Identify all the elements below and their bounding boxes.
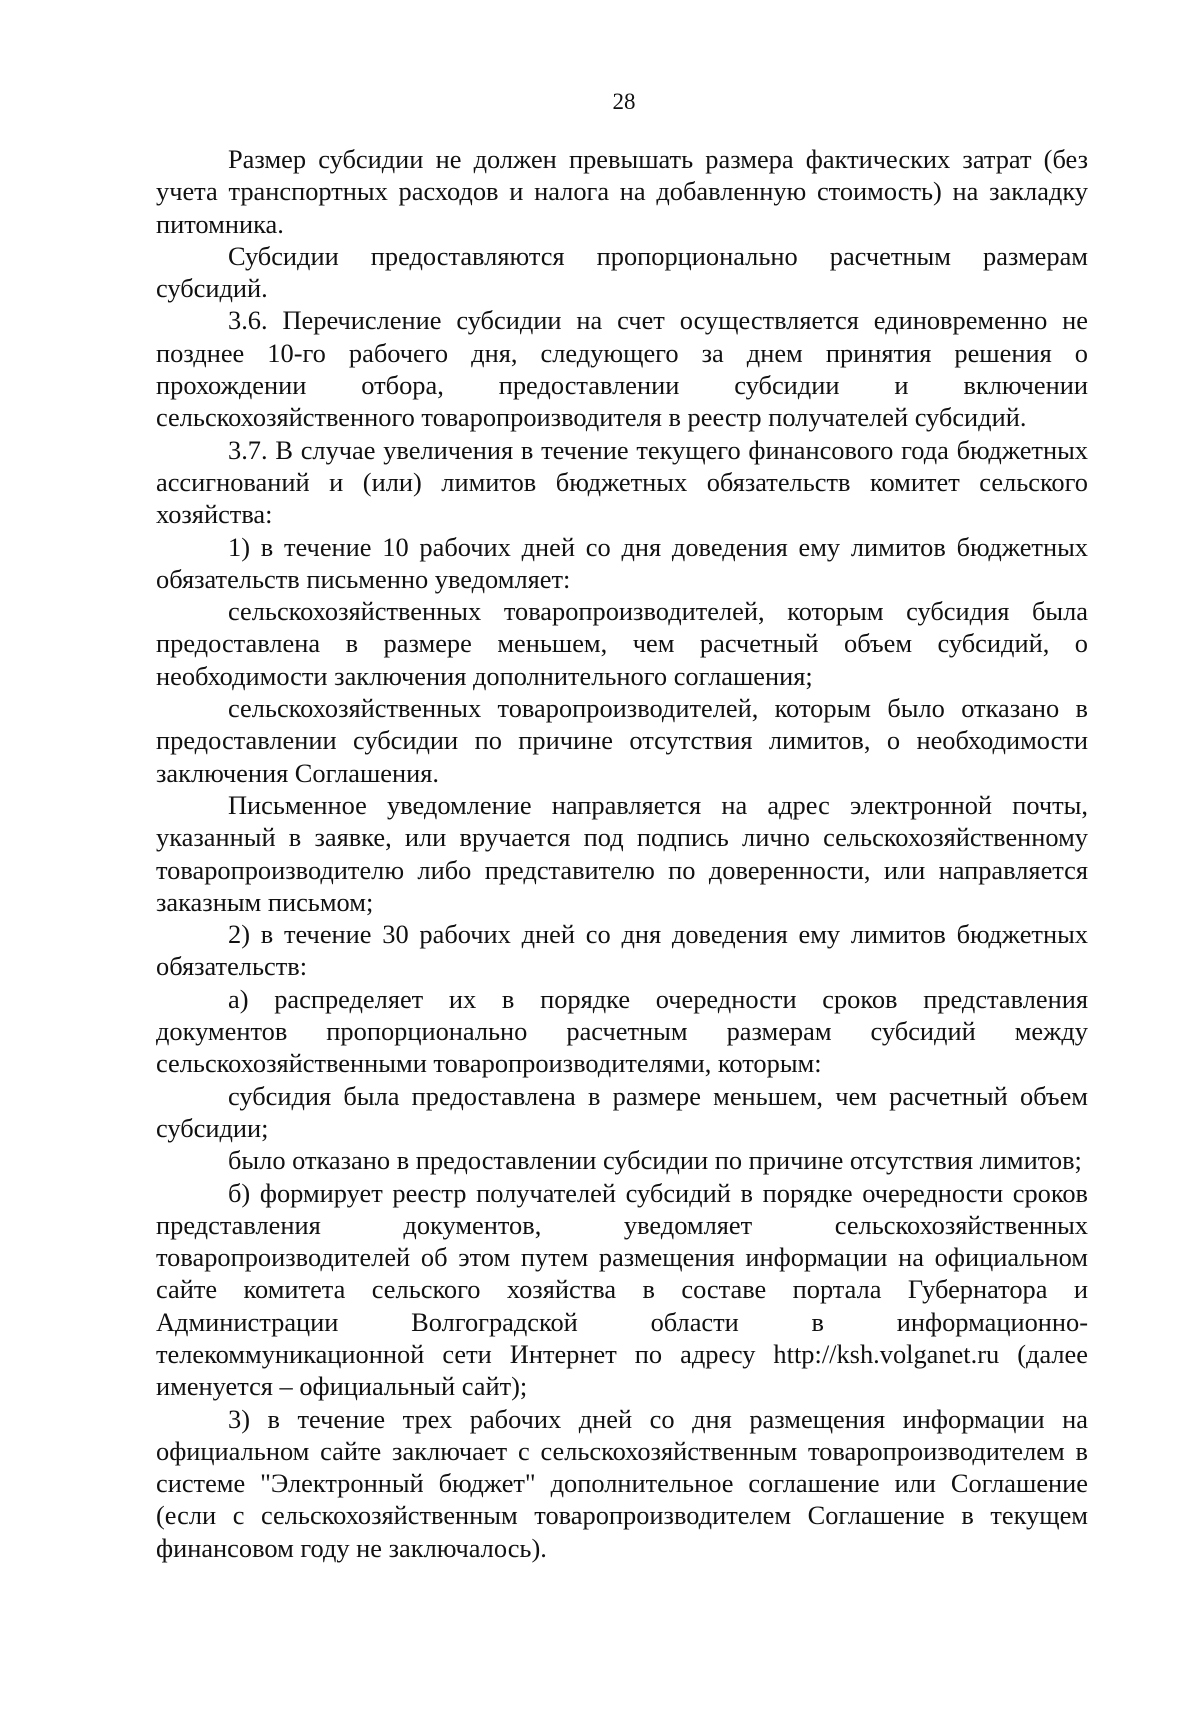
paragraph-clause-3-7: 3.7. В случае увеличения в течение текущего финансового года бюджетных ассигнований и (или) лимитов бюджетных обязательств комитет сельского хозяйства:	[156, 434, 1088, 530]
paragraph-item-1-recipients-refused: сельскохозяйственных товаропроизводителей, которым было отказано в предоставлении субсидии по причине отсутствия лимитов, о необходимости заключения Соглашения.	[156, 693, 1088, 788]
page-number: 28	[612, 89, 636, 114]
paragraph-item-2a-partial: субсидия была предоставлена в размере меньшем, чем расчетный объем субсидии;	[156, 1080, 1088, 1143]
paragraph-subsidy-limit: Размер субсидии не должен превышать размера фактических затрат (без учета транспортных расходов и налога на добавленную стоимость) на закладку питомника.	[156, 144, 1088, 239]
paragraph-subsidy-proportional: Субсидии предоставляются пропорционально расчетным размерам субсидий.	[156, 240, 1088, 304]
paragraph-item-2a: а) распределяет их в порядке очередности сроков представления документов пропорционально расчетным размерам субсидий между сельскохозяйственными товаропроизводителями, которым:	[156, 983, 1088, 1079]
paragraph-item-3: 3) в течение трех рабочих дней со дня размещения информации на официальном сайте заключает с сельскохозяйственным товаропроизводителем в системе "Электронный бюджет" дополнительное соглашение или Соглашение (если с сельскохозяйственным товаропроизводителем Соглашение в текущем финансовом году не заключалось).	[156, 1403, 1088, 1563]
paragraph-item-2: 2) в течение 30 рабочих дней со дня доведения ему лимитов бюджетных обязательств:	[156, 919, 1088, 982]
paragraph-item-1: 1) в течение 10 рабочих дней со дня доведения ему лимитов бюджетных обязательств письменно уведомляет:	[156, 531, 1088, 594]
paragraph-written-notice: Письменное уведомление направляется на адрес электронной почты, указанный в заявке, или вручается под подпись лично сельскохозяйственному товаропроизводителю либо представителю по доверенности, или направляется заказным письмом;	[156, 789, 1088, 917]
paragraph-item-2b: б) формирует реестр получателей субсидий в порядке очередности сроков представления документов, уведомляет сельскохозяйственных товаропроизводителей об этом путем размещения информации на официальном сайте комитета сельского хозяйства в составе портала Губернатора и Администрации Волгоградской области в информационно-телекоммуникационной сети Интернет по адресу http://ksh.volganet.ru (далее именуется – официальный сайт);	[156, 1177, 1088, 1402]
paragraph-item-1-recipients-partial: сельскохозяйственных товаропроизводителей, которым субсидия была предоставлена в размере меньшем, чем расчетный объем субсидий, о необходимости заключения дополнительного соглашения;	[156, 596, 1088, 691]
document-body	[156, 143, 1088, 1564]
paragraph-clause-3-6: 3.6. Перечисление субсидии на счет осуществляется единовременно не позднее 10-го рабочего дня, следующего за днем принятия решения о прохождении отбора, предоставлении субсидии и включении сельскохозяйственного товаропроизводителя в реестр получателей субсидий.	[156, 305, 1088, 433]
paragraph-item-2a-refused: было отказано в предоставлении субсидии по причине отсутствия лимитов;	[228, 1145, 1082, 1176]
